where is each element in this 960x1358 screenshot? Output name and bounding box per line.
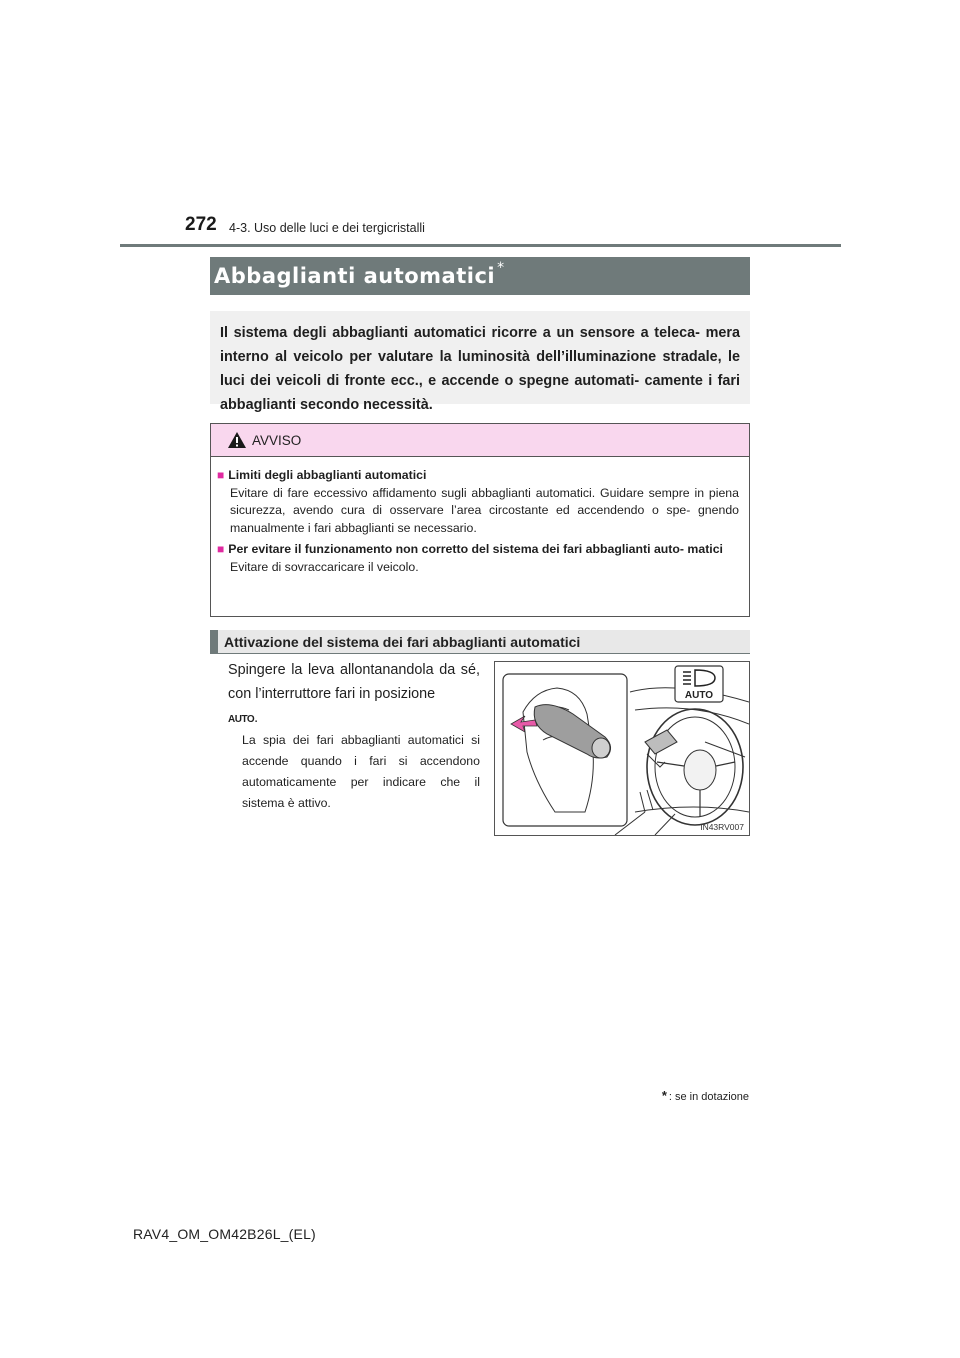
bullet-square-icon: ■ [217, 468, 225, 482]
section-header: 4-3. Uso delle luci e dei tergicristalli [229, 221, 425, 235]
step-instruction [228, 658, 480, 732]
warning-item-text: Evitare di fare eccessivo affidamento sugli abbaglianti automatici. Guidare sempre in piena sicurezza, avendo cura di osservare l’area circostante ed accendendo o spe- gnendo manualmente i fari abbaglianti se necessario. [230, 485, 739, 535]
page-title [210, 257, 750, 295]
warning-item [217, 467, 739, 537]
warning-item-title-text: Limiti degli abbaglianti automatici [228, 468, 427, 482]
warning-label: AVVISO [252, 432, 302, 448]
step-note: La spia dei fari abbaglianti automatici si accende quando i fari si accendono automaticamente per indicare che il sistema è attivo. [242, 733, 480, 810]
illustration [494, 661, 750, 836]
warning-item [217, 541, 739, 576]
subsection-title: Attivazione del sistema dei fari abbaglianti automatici [210, 630, 750, 654]
headlight-lever-illustration [495, 662, 749, 835]
title-asterisk-mark: * [497, 260, 505, 276]
auto-switch-label: AUTO [228, 714, 255, 725]
intro-box: Il sistema degli abbaglianti automatici ricorre a un sensore a teleca- mera interno al veicolo per valutare la luminosità dell’illuminazione stradale, le luci dei veicoli di fronte ecc., e accende o spegne automati- camente i fari abbaglianti secondo necessità. [210, 311, 750, 404]
warning-item-title [217, 541, 739, 559]
warning-item-title [217, 467, 739, 485]
step-text-end: . [254, 710, 259, 726]
step-text: Spingere la leva allontanandola da sé, con l’interruttore fari in posizione [228, 662, 480, 702]
footnote [662, 1088, 749, 1103]
auto-indicator-label: AUTO [684, 690, 714, 701]
warning-body [211, 457, 749, 576]
illustration-code: IN43RV007 [700, 822, 744, 832]
page-title-text: Abbaglianti automatici [214, 264, 496, 288]
footnote-text: : se in dotazione [668, 1091, 749, 1103]
page-number: 272 [185, 214, 217, 235]
document-code: RAV4_OM_OM42B26L_(EL) [133, 1226, 316, 1242]
warning-box [210, 423, 750, 617]
warning-triangle-icon [227, 431, 247, 449]
header-rule [120, 244, 841, 247]
warning-item-title-text: Per evitare il funzionamento non corretto del sistema dei fari abbaglianti auto- matici [228, 542, 723, 556]
warning-item-text: Evitare di sovraccaricare il veicolo. [230, 559, 419, 574]
bullet-square-icon: ■ [217, 542, 225, 556]
footnote-asterisk-mark: * [661, 1088, 667, 1103]
warning-header [211, 424, 749, 457]
